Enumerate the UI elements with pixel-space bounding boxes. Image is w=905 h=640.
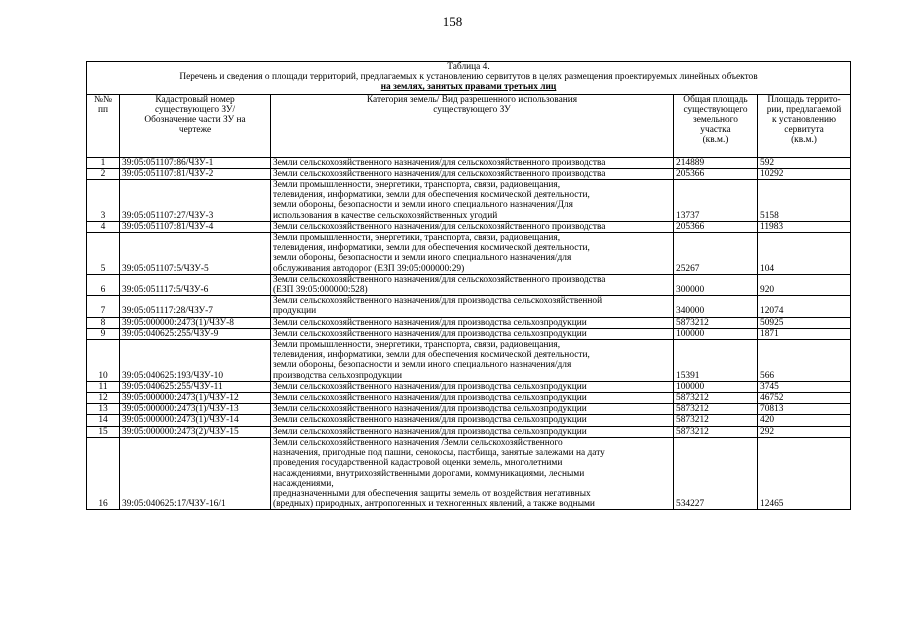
table-body [87,157,851,510]
row-number: 12 [87,393,120,404]
row-cadastral-number: 39:05:040625:17/ЧЗУ-16/1 [120,437,271,509]
row-number: 8 [87,317,120,328]
row-cadastral-number: 39:05:040625:193/ЧЗУ-10 [120,340,271,382]
table-row [87,168,851,179]
row-number: 3 [87,180,120,222]
table-row [87,233,851,275]
row-number: 1 [87,157,120,168]
row-land-category: Земли сельскохозяйственного назначения/для сельскохозяйственного производства [271,168,674,179]
row-servitude-area: 50925 [758,317,851,328]
table-caption [87,62,851,95]
table-row [87,426,851,437]
row-land-category: Земли сельскохозяйственного назначения/для производства сельхозпродукции [271,328,674,339]
row-land-category: Земли промышленности, энергетики, транспорта, связи, радиовещания, телевидения, информатики, земли для обеспечения космической деятельности, земли обороны, безопасности и земли иного специального назначения/Для использования в качестве сельскохозяйственных угодий [271,180,674,222]
row-servitude-area: 1871 [758,328,851,339]
row-cadastral-number: 39:05:040625:255/ЧЗУ-9 [120,328,271,339]
row-land-category: Земли сельскохозяйственного назначения/для производства сельхозпродукции [271,426,674,437]
row-number: 13 [87,404,120,415]
row-number: 6 [87,274,120,295]
table-row [87,381,851,392]
table-row [87,415,851,426]
row-servitude-area: 420 [758,415,851,426]
row-number: 15 [87,426,120,437]
table-row [87,221,851,232]
row-total-area: 100000 [674,381,758,392]
page-number: 158 [442,14,463,29]
row-land-category: Земли сельскохозяйственного назначения /Земли сельскохозяйственного назначения, пригодные под пашни, сенокосы, пастбища, занятые залежами на дату проведения государственной кадастровой оценки земель, многолетними насаждениями, внутрихозяйственными дорогами, коммуникациями, лесными насаждениями, предназначенными для обеспечения защиты земель от воздействия негативных (вредных) природных, антропогенных и техногенных явлений, а также водными [271,437,674,509]
row-total-area: 5873212 [674,317,758,328]
row-total-area: 5873212 [674,426,758,437]
row-land-category: Земли сельскохозяйственного назначения/для производства сельхозпродукции [271,317,674,328]
row-cadastral-number: 39:05:000000:2473(1)/ЧЗУ-13 [120,404,271,415]
table-row [87,180,851,222]
row-number: 2 [87,168,120,179]
row-total-area: 15391 [674,340,758,382]
caption-title: Таблица 4. [447,62,490,72]
row-servitude-area: 70813 [758,404,851,415]
table-caption-row [87,62,851,95]
row-total-area: 5873212 [674,393,758,404]
row-cadastral-number: 39:05:040625:255/ЧЗУ-11 [120,381,271,392]
header-cadastral-number: Кадастровый номер существующего ЗУ/ Обозначение части ЗУ на чертеже [120,94,271,157]
row-cadastral-number: 39:05:051107:5/ЧЗУ-5 [120,233,271,275]
row-land-category: Земли сельскохозяйственного назначения/для производства сельхозпродукции [271,415,674,426]
table-row [87,404,851,415]
header-servitude-area: Площадь террито- рии, предлагаемой к установлению сервитута (кв.м.) [758,94,851,157]
row-cadastral-number: 39:05:000000:2473(1)/ЧЗУ-14 [120,415,271,426]
table-row [87,317,851,328]
row-servitude-area: 3745 [758,381,851,392]
row-total-area: 5873212 [674,415,758,426]
row-total-area: 300000 [674,274,758,295]
header-number: №№ пп [87,94,120,157]
row-total-area: 25267 [674,233,758,275]
row-servitude-area: 12465 [758,437,851,509]
header-total-area: Общая площадь существующего земельного участка (кв.м.) [674,94,758,157]
row-servitude-area: 920 [758,274,851,295]
row-land-category: Земли сельскохозяйственного назначения/для сельскохозяйственного производства [271,157,674,168]
row-total-area: 214889 [674,157,758,168]
row-cadastral-number: 39:05:051107:86/ЧЗУ-1 [120,157,271,168]
row-cadastral-number: 39:05:000000:2473(1)/ЧЗУ-12 [120,393,271,404]
row-land-category: Земли сельскохозяйственного назначения/для производства сельхозпродукции [271,404,674,415]
table-row [87,157,851,168]
table-header-row [87,94,851,157]
row-cadastral-number: 39:05:051107:27/ЧЗУ-3 [120,180,271,222]
row-total-area: 5873212 [674,404,758,415]
row-land-category: Земли сельскохозяйственного назначения/для производства сельскохозяйственной продукции [271,296,674,317]
table-row [87,328,851,339]
row-number: 14 [87,415,120,426]
table-row [87,340,851,382]
row-number: 9 [87,328,120,339]
caption-description: Перечень и сведения о площади территорий, предлагаемых к установлению сервитутов в целях размещения проектируемых линейных объектов [179,72,758,83]
row-servitude-area: 292 [758,426,851,437]
table-row [87,296,851,317]
row-total-area: 205366 [674,221,758,232]
row-cadastral-number: 39:05:051117:5/ЧЗУ-6 [120,274,271,295]
row-servitude-area: 12074 [758,296,851,317]
row-total-area: 205366 [674,168,758,179]
row-land-category: Земли сельскохозяйственного назначения/для производства сельхозпродукции [271,381,674,392]
row-cadastral-number: 39:05:051107:81/ЧЗУ-4 [120,221,271,232]
row-cadastral-number: 39:05:000000:2473(2)/ЧЗУ-15 [120,426,271,437]
row-number: 7 [87,296,120,317]
row-land-category: Земли сельскохозяйственного назначения/для производства сельхозпродукции [271,393,674,404]
table-row [87,274,851,295]
row-servitude-area: 566 [758,340,851,382]
table-row [87,393,851,404]
row-servitude-area: 5158 [758,180,851,222]
row-servitude-area: 11983 [758,221,851,232]
row-servitude-area: 46752 [758,393,851,404]
header-land-category: Категория земель/ Вид разрешенного использования существующего ЗУ [271,94,674,157]
servitude-table [86,61,851,510]
row-land-category: Земли сельскохозяйственного назначения/для сельскохозяйственного производства [271,221,674,232]
row-number: 5 [87,233,120,275]
row-cadastral-number: 39:05:051117:28/ЧЗУ-7 [120,296,271,317]
row-total-area: 534227 [674,437,758,509]
caption-subtitle: на землях, занятых правами третьих лиц [380,82,557,93]
row-cadastral-number: 39:05:051107:81/ЧЗУ-2 [120,168,271,179]
row-land-category: Земли промышленности, энергетики, транспорта, связи, радиовещания, телевидения, информатики, земли для обеспечения космической деятельности, земли обороны, безопасности и земли иного специального назначения/для обслуживания автодорог (ЕЗП 39:05:000000:29) [271,233,674,275]
table-row [87,437,851,509]
row-number: 10 [87,340,120,382]
row-total-area: 13737 [674,180,758,222]
row-number: 11 [87,381,120,392]
row-servitude-area: 592 [758,157,851,168]
row-number: 16 [87,437,120,509]
row-land-category: Земли сельскохозяйственного назначения/для сельскохозяйственного производства (ЕЗП 39:05:000000:528) [271,274,674,295]
row-land-category: Земли промышленности, энергетики, транспорта, связи, радиовещания, телевидения, информатики, земли для обеспечения космической деятельности, земли обороны, безопасности и земли иного специального назначения/для производства сельхозпродукции [271,340,674,382]
row-servitude-area: 104 [758,233,851,275]
row-cadastral-number: 39:05:000000:2473(1)/ЧЗУ-8 [120,317,271,328]
row-total-area: 340000 [674,296,758,317]
row-number: 4 [87,221,120,232]
row-total-area: 100000 [674,328,758,339]
row-servitude-area: 10292 [758,168,851,179]
